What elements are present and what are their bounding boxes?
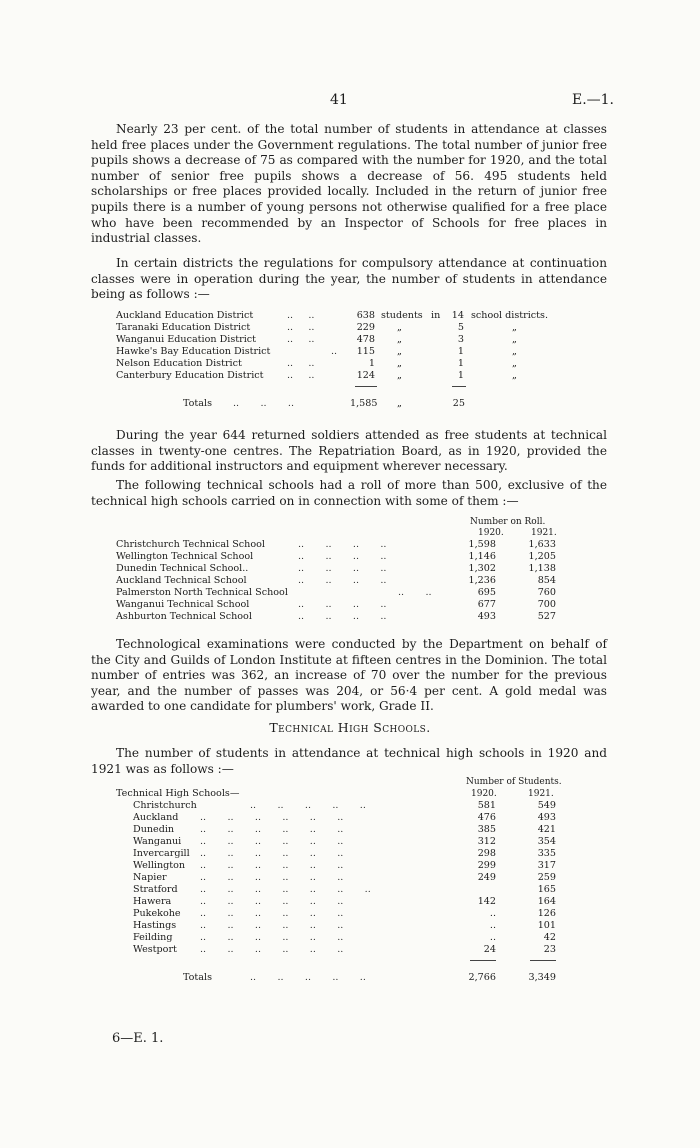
table-cell-1921: 165 — [537, 884, 556, 895]
leader-dots: .. .. .. .. — [298, 539, 387, 550]
table-cell-1920: .. — [489, 932, 496, 943]
paragraph-text: Nearly 23 per cent. of the total number of students in attendance at classes held free places under the Government regulations. The total number of junior free pupils shows a decrease of 75 as compared with the number for 1920, and the total number of senior free pupils shows a decrease of 56. 495 students held scholarships or free places provided locally. Included in the return of junior free pupils there is a number of young persons not otherwise qualified for a free place who have been recommended by an Inspector of Schools for free places in industrial classes. — [91, 122, 607, 246]
table-cell-1921: 527 — [537, 611, 556, 622]
totals-schools: 25 — [452, 398, 465, 409]
table-row-name: Dunedin — [133, 824, 175, 835]
document-reference: E.—1. — [571, 92, 614, 108]
ditto-mark: „ — [397, 322, 402, 333]
leader-dots: .. .. .. .. .. .. — [200, 944, 344, 955]
table-row-name: Wellington Technical School — [116, 551, 254, 562]
leader-dots: .. .. .. .. — [298, 563, 387, 574]
section-heading: Technical High Schools. — [269, 720, 431, 735]
totals-students: 1,585 — [350, 398, 378, 409]
table-cell-1921: 549 — [537, 800, 556, 811]
leader-dots: .. .. .. .. .. — [250, 800, 366, 811]
leader-dots: .. .. .. .. .. .. — [200, 812, 344, 823]
leader-dots: .. .. .. .. .. .. — [200, 872, 344, 883]
table-row-name: Christchurch Technical School — [116, 539, 265, 550]
ditto-mark: „ — [397, 334, 402, 345]
table-row-name: Wanganui — [133, 836, 182, 847]
table-row-name: Ashburton Technical School — [116, 611, 252, 622]
column-group-heading: Number of Students. — [466, 777, 562, 787]
leader-dots: .. .. .. .. .. — [250, 972, 366, 983]
column-header-1921: 1921. — [531, 528, 557, 538]
table-row-name: Taranaki Education District — [116, 322, 251, 333]
table-row-name: Westport — [133, 944, 177, 955]
paragraph-technical-schools — [91, 478, 607, 509]
table-cell-1920: 298 — [477, 848, 496, 859]
sum-rule — [355, 386, 377, 387]
table-cell-1920: 1,302 — [468, 563, 496, 574]
leader-dots: .. .. .. .. .. .. — [200, 932, 344, 943]
leader-dots: .. — [331, 346, 338, 357]
ditto-mark: „ — [512, 322, 517, 333]
table-cell-1920: 299 — [477, 860, 496, 871]
table-row-name: Feilding — [133, 932, 173, 943]
leader-dots: .. .. .. .. .. .. — [200, 848, 344, 859]
table-cell-schools: 1 — [457, 358, 464, 369]
paragraph-text: Technological examinations were conducted by the Department on behalf of the City and Guilds of London Institute at fifteen centres in the Dominion. The total number of entries was 362, an increase of 70 over the number for the previous year, and the number of passes was 204, or 56·4 per cent. A gold medal was awarded to one candidate for plumbers' work, Grade II. — [91, 637, 607, 714]
table-cell-word-in: in — [431, 310, 441, 321]
totals-label: Totals — [183, 972, 212, 983]
leader-dots: .. .. .. .. — [298, 551, 387, 562]
table-row-name: Wanganui Technical School — [116, 599, 250, 610]
leader-dots: .. .. .. .. .. .. — [200, 920, 344, 931]
table-cell-1921: 493 — [537, 812, 556, 823]
table-cell-schools: 3 — [457, 334, 464, 345]
table-row-name: Hastings — [133, 920, 177, 931]
table-cell-1920: 581 — [477, 800, 496, 811]
ditto-mark: „ — [397, 346, 402, 357]
table-row-name: Napier — [133, 872, 167, 883]
totals-label: Totals — [183, 398, 212, 409]
leader-dots: .. .. .. .. .. .. — [200, 896, 344, 907]
table-cell-1921: 317 — [537, 860, 556, 871]
table-cell-1920: 142 — [477, 896, 496, 907]
leader-dots: .. .. .. .. .. .. — [200, 860, 344, 871]
table-row-name: Christchurch — [133, 800, 197, 811]
page-header — [0, 92, 700, 110]
leader-dots: .. .. .. .. — [298, 611, 387, 622]
paragraph-compulsory-attendance — [91, 256, 607, 303]
ditto-mark: „ — [512, 370, 517, 381]
leader-dots: .. .. .. .. — [298, 575, 387, 586]
table-cell-1921: 421 — [537, 824, 556, 835]
column-group-heading: Number on Roll. — [470, 517, 546, 527]
table-cell-1920: 677 — [477, 599, 496, 610]
table-row-name: Dunedin Technical School.. — [116, 563, 249, 574]
column-header-1920: 1920. — [478, 528, 504, 538]
leader-dots: .. .. .. .. .. .. — [200, 908, 344, 919]
table-cell-students: 1 — [368, 358, 375, 369]
totals-1920: 2,766 — [468, 972, 496, 983]
table-cell-students: 478 — [356, 334, 375, 345]
table-cell-1921: 354 — [537, 836, 556, 847]
paragraph-text: The number of students in attendance at technical high schools in 1920 and 1921 was as follows :— — [91, 746, 607, 776]
leader-dots: .. .. — [287, 358, 315, 369]
table-cell-students: 229 — [356, 322, 375, 333]
totals-1921: 3,349 — [528, 972, 556, 983]
ditto-mark: „ — [512, 346, 517, 357]
ditto-mark: „ — [397, 370, 402, 381]
table-cell-word-schools: school districts. — [471, 310, 548, 321]
paragraph-free-places — [91, 122, 607, 247]
table-cell-1921: 1,633 — [528, 539, 556, 550]
paragraph-text: During the year 644 returned soldiers attended as free students at technical classes in twenty-one centres. The Repatriation Board, as in 1920, provided the funds for additional instructors and equipment wherever necessary. — [91, 428, 607, 474]
paragraph-returned-soldiers — [91, 428, 607, 475]
column-header-1921: 1921. — [528, 789, 554, 799]
paragraph-text: The following technical schools had a roll of more than 500, exclusive of the technical high schools carried on in connection with some of them :— — [91, 478, 607, 508]
table-row-name: Wanganui Education District — [116, 334, 257, 345]
sum-rule — [470, 960, 496, 961]
table-cell-1920: .. — [489, 920, 496, 931]
table-row-name: Stratford — [133, 884, 178, 895]
table-cell-1921: 164 — [537, 896, 556, 907]
table-row-name: Hawke's Bay Education District — [116, 346, 271, 357]
table-cell-students: 638 — [356, 310, 375, 321]
leader-dots: .. .. .. .. — [298, 599, 387, 610]
table-cell-schools: 1 — [457, 370, 464, 381]
paragraph-technological-examinations — [91, 637, 607, 715]
table-cell-1921: 126 — [537, 908, 556, 919]
paragraph-high-schools-attendance — [91, 746, 607, 777]
table-cell-1920: 249 — [477, 872, 496, 883]
leader-dots: .. .. — [398, 587, 432, 598]
leader-dots: .. .. — [287, 310, 315, 321]
paragraph-text: In certain districts the regulations for compulsory attendance at continuation classes were in operation during the year, the number of students in attendance being as follows :— — [91, 256, 607, 302]
table-cell-students: 124 — [356, 370, 375, 381]
leader-dots: .. .. — [287, 322, 315, 333]
table-row-name: Nelson Education District — [116, 358, 242, 369]
column-header-1920: 1920. — [471, 789, 497, 799]
table-cell-1921: 1,205 — [528, 551, 556, 562]
leader-dots: .. .. .. — [233, 398, 294, 409]
ditto-mark: „ — [512, 334, 517, 345]
leader-dots: .. .. .. .. .. .. — [200, 824, 344, 835]
table-row-name: Wellington — [133, 860, 186, 871]
table-cell-1921: 101 — [537, 920, 556, 931]
table-row-name: Hawera — [133, 896, 172, 907]
table-cell-1920: 476 — [477, 812, 496, 823]
leader-dots: .. .. .. .. .. .. .. — [200, 884, 371, 895]
table-row-name: Invercargill — [133, 848, 190, 859]
leader-dots: .. .. .. .. .. .. — [200, 836, 344, 847]
table-cell-1920: 695 — [477, 587, 496, 598]
table-cell-1921: 760 — [537, 587, 556, 598]
ditto-mark: „ — [397, 358, 402, 369]
table-cell-1921: 700 — [537, 599, 556, 610]
table-cell-1921: 335 — [537, 848, 556, 859]
table-cell-schools: 5 — [457, 322, 464, 333]
leader-dots: .. .. — [287, 334, 315, 345]
table-cell-1921: 854 — [537, 575, 556, 586]
table-cell-1921: 1,138 — [528, 563, 556, 574]
table-cell-1921: 42 — [543, 932, 556, 943]
table-row-name: Auckland Technical School — [116, 575, 247, 586]
signature-reference: 6—E. 1. — [112, 1031, 164, 1046]
table-row-name: Canterbury Education District — [116, 370, 264, 381]
table-cell-1921: 259 — [537, 872, 556, 883]
table-row-name: Auckland Education District — [116, 310, 254, 321]
ditto-mark: „ — [512, 358, 517, 369]
table-row-name: Auckland — [133, 812, 179, 823]
table-cell-1920: 24 — [483, 944, 496, 955]
table-cell-1920: 1,598 — [468, 539, 496, 550]
sum-rule — [452, 386, 466, 387]
table-row-name: Pukekohe — [133, 908, 181, 919]
table-row-name: Palmerston North Technical School — [116, 587, 288, 598]
table-cell-1920: 493 — [477, 611, 496, 622]
table-cell-1920: 1,146 — [468, 551, 496, 562]
ditto-mark: „ — [397, 398, 402, 409]
table-cell-word-students: students — [381, 310, 423, 321]
table-cell-schools: 14 — [451, 310, 464, 321]
sum-rule — [530, 960, 556, 961]
leader-dots: .. .. — [287, 370, 315, 381]
table-cell-1920: 1,236 — [468, 575, 496, 586]
table-cell-1920: .. — [489, 908, 496, 919]
page-number: 41 — [330, 92, 348, 108]
table-cell-1920: 312 — [477, 836, 496, 847]
table-cell-schools: 1 — [457, 346, 464, 357]
table-cell-1921: 23 — [543, 944, 556, 955]
group-label: Technical High Schools— — [116, 788, 240, 799]
table-cell-students: 115 — [356, 346, 375, 357]
table-cell-1920: 385 — [477, 824, 496, 835]
